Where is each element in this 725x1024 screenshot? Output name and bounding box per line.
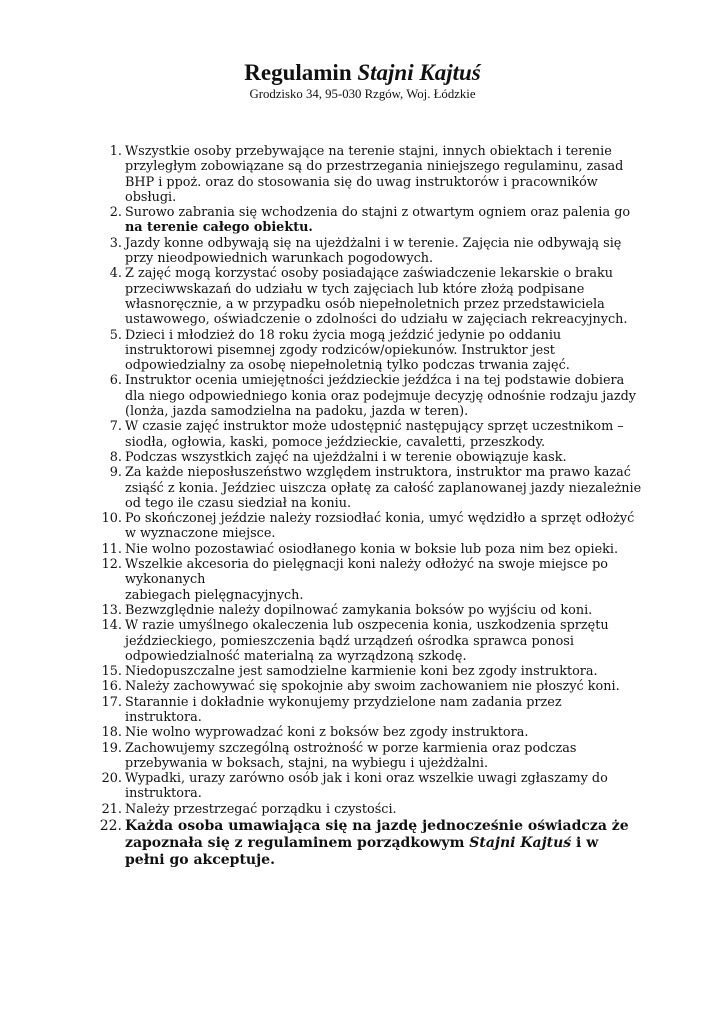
title-stable-name: Stajni Kajtuś <box>357 60 481 85</box>
rule-text: Należy zachowywać się spokojnie aby swoim zachowaniem nie płoszyć koni. <box>125 679 620 695</box>
rule-item <box>92 144 642 205</box>
rule-number: 5. <box>109 327 122 343</box>
rule-item <box>92 557 642 603</box>
rule-number: 7. <box>109 419 122 435</box>
rule-number: 2. <box>109 205 122 221</box>
rule-text: Podczas wszystkich zajęć na ujeżdżalni i w terenie obowiązuje kask. <box>125 449 567 465</box>
rule-number: 9. <box>109 465 122 481</box>
rule-item <box>92 802 642 817</box>
rule-text: Po skończonej jeździe należy rozsiodłać konia, umyć wędzidło a sprzęt odłożyć w wyznaczone miejsce. <box>125 511 635 542</box>
rule-item <box>92 450 642 465</box>
rule-number: 15. <box>101 664 122 680</box>
rules-list <box>92 144 642 869</box>
rule-text: Wszystkie osoby przebywające na terenie stajni, innych obiektach i terenie przyległym zobowiązane są do przestrzegania niniejszego regulaminu, zasad BHP i ppoż. oraz do stosowania się do uwag instruktorów i pracowników obsługi. <box>125 144 624 205</box>
rule-text: Nie wolno wyprowadzać koni z boksów bez zgody instruktora. <box>125 725 529 741</box>
rule-number: 4. <box>109 266 122 282</box>
rule-item <box>92 465 642 511</box>
rule-text: Należy przestrzegać porządku i czystości. <box>125 801 397 817</box>
rule-item <box>92 205 642 236</box>
rule-text: Zachowujemy szczególną ostrożność w porze karmienia oraz podczas przebywania w boksach, stajni, na wybiegu i ujeżdżalni. <box>125 740 577 771</box>
rule-number: 13. <box>101 602 122 618</box>
rule-text: Niedopuszczalne jest samodzielne karmienie koni bez zgody instruktora. <box>125 664 598 680</box>
rule-number: 17. <box>101 694 122 710</box>
rule-number: 3. <box>109 235 122 251</box>
rule-number: 8. <box>109 449 122 465</box>
rule-text: Jazdy konne odbywają się na ujeżdżalni i w terenie. Zajęcia nie odbywają się przy nieodpowiednich warunkach pogodowych. <box>125 235 622 267</box>
rule-number: 1. <box>109 144 122 159</box>
rule-number: 16. <box>101 679 122 695</box>
rule-number: 14. <box>101 618 122 634</box>
rule-item <box>92 771 642 802</box>
rule-item <box>92 695 642 726</box>
final-rule-stable-name: Stajni Kajtuś <box>469 835 572 852</box>
rule-item <box>92 419 642 450</box>
rule-number: 22. <box>99 818 122 835</box>
document-title <box>0 60 725 86</box>
rule-text: Wszelkie akcesoria do pielęgnacji koni należy odłożyć na swoje miejsce po wykonanych zabiegach pielęgnacyjnych. <box>125 557 608 603</box>
rule-text: Instruktor ocenia umiejętności jeździeckie jeźdźca i na tej podstawie dobiera dla niego odpowiedniego konia oraz podejmuje decyzję odnośnie rodzaju jazdy (lonża, jazda samodzielna na padoku, jazda w teren). <box>125 373 637 420</box>
rule-item <box>92 603 642 618</box>
rule-text: W razie umyślnego okaleczenia lub oszpecenia konia, uszkodzenia sprzętu jeździeckiego, pomieszczenia bądź urządzeń ośrodka sprawca ponosi odpowiedzialność materialną za wyrządzoną szkodę. <box>125 618 609 664</box>
rule-item <box>92 373 642 419</box>
rule-text-bold: na terenie całego obiektu. <box>125 220 313 236</box>
rule-item-final <box>92 818 642 869</box>
rule-text: Dzieci i młodzież do 18 roku życia mogą jeździć jedynie po oddaniu instruktorowi pisemnej zgody rodziców/opiekunów. Instruktor jest odpowiedzialny za osobę niepełnoletnią tylko podczas trwania zajęć. <box>125 327 570 374</box>
rule-text: Nie wolno pozostawiać osiodłanego konia w boksie lub poza nim bez opieki. <box>125 541 619 557</box>
final-rule-text-end: i w pełni go akceptuje. <box>125 835 599 869</box>
stable-address: Grodzisko 34, 95-030 Rzgów, Woj. Łódzkie <box>249 87 476 101</box>
rule-text: Surowo zabrania się wchodzenia do stajni z otwartym ogniem oraz palenia go <box>125 205 631 221</box>
rule-number: 19. <box>101 740 122 756</box>
rule-item <box>92 618 642 664</box>
rule-number: 10. <box>101 511 122 527</box>
title-prefix: Regulamin <box>244 60 352 85</box>
rule-item <box>92 542 642 557</box>
rule-item <box>92 236 642 267</box>
rule-number: 6. <box>109 373 122 389</box>
rule-number: 20. <box>101 771 122 787</box>
rule-text: Wypadki, urazy zarówno osób jak i koni oraz wszelkie uwagi zgłaszamy do instruktora. <box>125 771 608 802</box>
rule-number: 18. <box>101 725 122 741</box>
rule-item <box>92 266 642 327</box>
final-rule-text: Każda osoba umawiająca się na jazdę jednocześnie oświadcza że zapoznała się z regulaminem porządkowym <box>125 818 629 852</box>
rule-text: W czasie zajęć instruktor może udostępnić następujący sprzęt uczestnikom – siodła, ogłowia, kaski, pomoce jeździeckie, cavaletti, przeszkody. <box>125 419 624 450</box>
rule-item <box>92 679 642 694</box>
rule-item <box>92 725 642 740</box>
rule-number: 21. <box>101 801 122 817</box>
rule-item <box>92 511 642 542</box>
rule-text: Starannie i dokładnie wykonujemy przydzielone nam zadania przez instruktora. <box>125 694 562 725</box>
rule-number: 12. <box>101 557 122 573</box>
rule-item <box>92 741 642 772</box>
rule-number: 11. <box>101 541 122 557</box>
rule-text: Z zajęć mogą korzystać osoby posiadające zaświadczenie lekarskie o braku przeciwwskazań do udziału w tych zajęciach lub które złożą podpisane własnoręcznie, a w przypadku osób niepełnoletnich przez przedstawiciela ustawowego, oświadczenie o zdolności do udziału w zajęciach rekreacyjnych. <box>125 266 628 328</box>
rule-item <box>92 664 642 679</box>
rule-text: Za każde nieposłuszeństwo względem instruktora, instruktor ma prawo kazać zsiąść z konia. Jeździec uiszcza opłatę za całość zaplanowanej jazdy niezależnie od tego ile czasu siedział na koniu. <box>125 465 642 511</box>
rule-text: Bezwzględnie należy dopilnować zamykania boksów po wyjściu od koni. <box>125 602 593 618</box>
rule-item <box>92 328 642 374</box>
